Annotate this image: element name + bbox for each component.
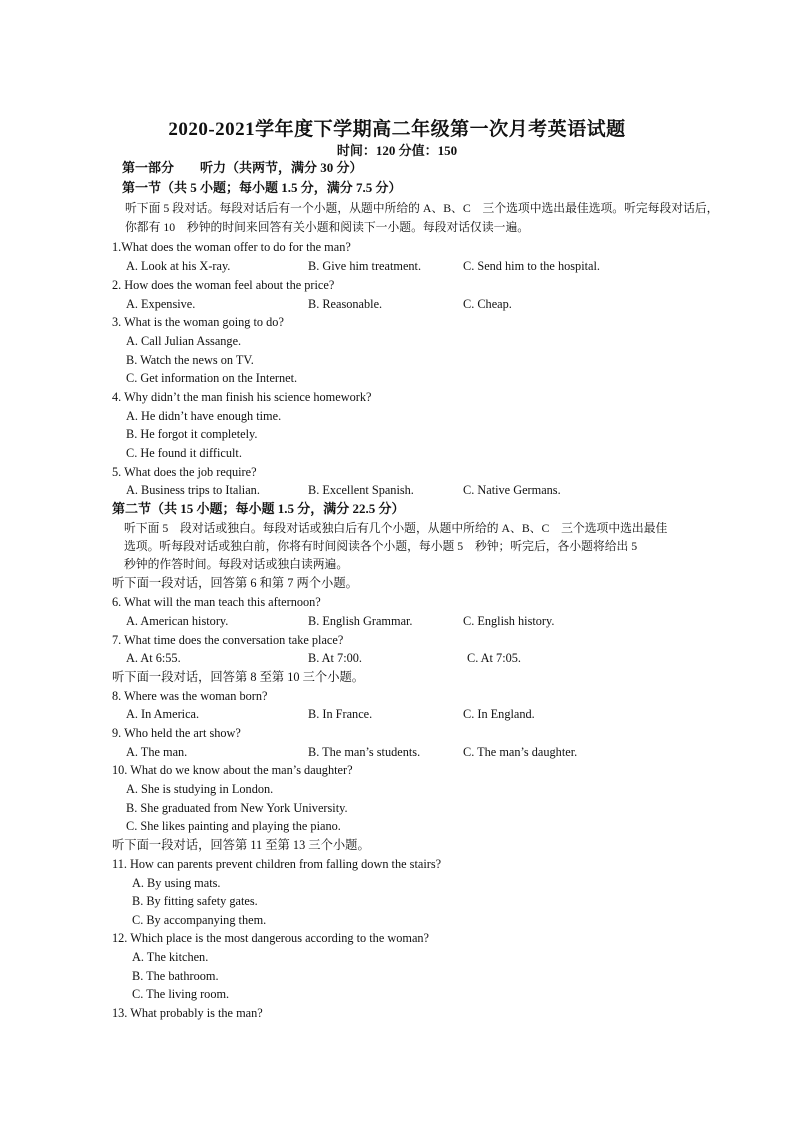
option-a: A. At 6:55. (126, 651, 181, 665)
part1-heading: 第一部分 听力（共两节，满分 30 分） (122, 160, 363, 175)
option-b: B. The man’s students. (308, 745, 421, 759)
section1-instruction-line: 你都有 10 秒钟的时间来回答有关小题和阅读下一小题。每段对话仅读一遍。 (125, 220, 530, 234)
option-a: A. Call Julian Assange. (126, 334, 242, 348)
option-a: A. She is studying in London. (126, 782, 274, 796)
dialogue-prompt: 听下面一段对话，回答第 8 至第 10 三个小题。 (112, 670, 365, 684)
option-c: C. Native Germans. (463, 483, 561, 497)
question-11: 11. How can parents prevent children from falling down the stairs? (112, 857, 442, 871)
question-5: 5. What does the job require? (112, 465, 257, 479)
option-b: B. English Grammar. (308, 614, 413, 628)
question-10: 10. What do we know about the man’s daughter? (112, 763, 353, 777)
option-c: C. She likes painting and playing the piano. (126, 819, 341, 833)
option-c: C. Send him to the hospital. (463, 259, 600, 273)
section2-instruction-line: 选项。听每段对话或独白前，你将有时间阅读各个小题，每小题 5 秒钟；听完后，各小题将给出 5 (124, 539, 638, 553)
page-subtitle: 时间：120 分值：150 (336, 143, 458, 158)
option-c: C. By accompanying them. (132, 913, 267, 927)
section1-heading: 第一节（共 5 小题；每小题 1.5 分，满分 7.5 分） (122, 180, 402, 195)
option-a: A. In America. (126, 707, 200, 721)
option-c: C. Get information on the Internet. (126, 371, 298, 385)
option-c: C. Cheap. (463, 297, 512, 311)
option-c: C. English history. (463, 614, 555, 628)
page-title: 2020-2021学年度下学期高二年级第一次月考英语试题 (168, 119, 626, 140)
section2-instruction-line: 听下面 5 段对话或独白。每段对话或独白后有几个小题，从题中所给的 A、B、C 三个选项中选出最佳 (124, 521, 668, 535)
option-b: B. She graduated from New York University. (126, 801, 348, 815)
option-c: C. He found it difficult. (126, 446, 242, 460)
question-1: 1.What does the woman offer to do for the man? (112, 240, 351, 254)
question-8: 8. Where was the woman born? (112, 689, 268, 703)
option-a: A. American history. (126, 614, 229, 628)
option-b: B. He forgot it completely. (126, 427, 258, 441)
option-c: C. In England. (463, 707, 535, 721)
section1-instruction-line: 听下面 5 段对话。每段对话后有一个小题，从题中所给的 A、B、C 三个选项中选出最佳选项。听完每段对话后， (125, 201, 719, 215)
section2-heading: 第二节（共 15 小题；每小题 1.5 分，满分 22.5 分） (112, 501, 405, 516)
option-a: A. By using mats. (132, 876, 221, 890)
option-b: B. Excellent Spanish. (308, 483, 414, 497)
option-a: A. Look at his X-ray. (126, 259, 231, 273)
option-b: B. In France. (308, 707, 373, 721)
dialogue-prompt: 听下面一段对话，回答第 6 和第 7 两个小题。 (112, 576, 358, 590)
option-a: A. The man. (126, 745, 188, 759)
option-a: A. He didn’t have enough time. (126, 409, 282, 423)
option-b: B. Watch the news on TV. (126, 353, 254, 367)
option-a: A. Expensive. (126, 297, 196, 311)
question-3: 3. What is the woman going to do? (112, 315, 284, 329)
option-a: A. The kitchen. (132, 950, 209, 964)
option-b: B. The bathroom. (132, 969, 219, 983)
dialogue-prompt: 听下面一段对话，回答第 11 至第 13 三个小题。 (112, 838, 370, 852)
question-9: 9. Who held the art show? (112, 726, 241, 740)
question-4: 4. Why didn’t the man finish his science homework? (112, 390, 372, 404)
option-a: A. Business trips to Italian. (126, 483, 260, 497)
question-7: 7. What time does the conversation take place? (112, 633, 344, 647)
option-c: C. The man’s daughter. (463, 745, 578, 759)
option-c: C. The living room. (132, 987, 230, 1001)
option-b: B. At 7:00. (308, 651, 362, 665)
question-6: 6. What will the man teach this afternoon? (112, 595, 321, 609)
option-c: C. At 7:05. (467, 651, 521, 665)
section2-instruction-line: 秒钟的作答时间。每段对话或独白读两遍。 (124, 557, 349, 571)
question-2: 2. How does the woman feel about the price? (112, 278, 335, 292)
option-b: B. Reasonable. (308, 297, 383, 311)
option-b: B. By fitting safety gates. (132, 894, 258, 908)
question-12: 12. Which place is the most dangerous according to the woman? (112, 931, 430, 945)
question-13: 13. What probably is the man? (112, 1006, 263, 1020)
option-b: B. Give him treatment. (308, 259, 422, 273)
